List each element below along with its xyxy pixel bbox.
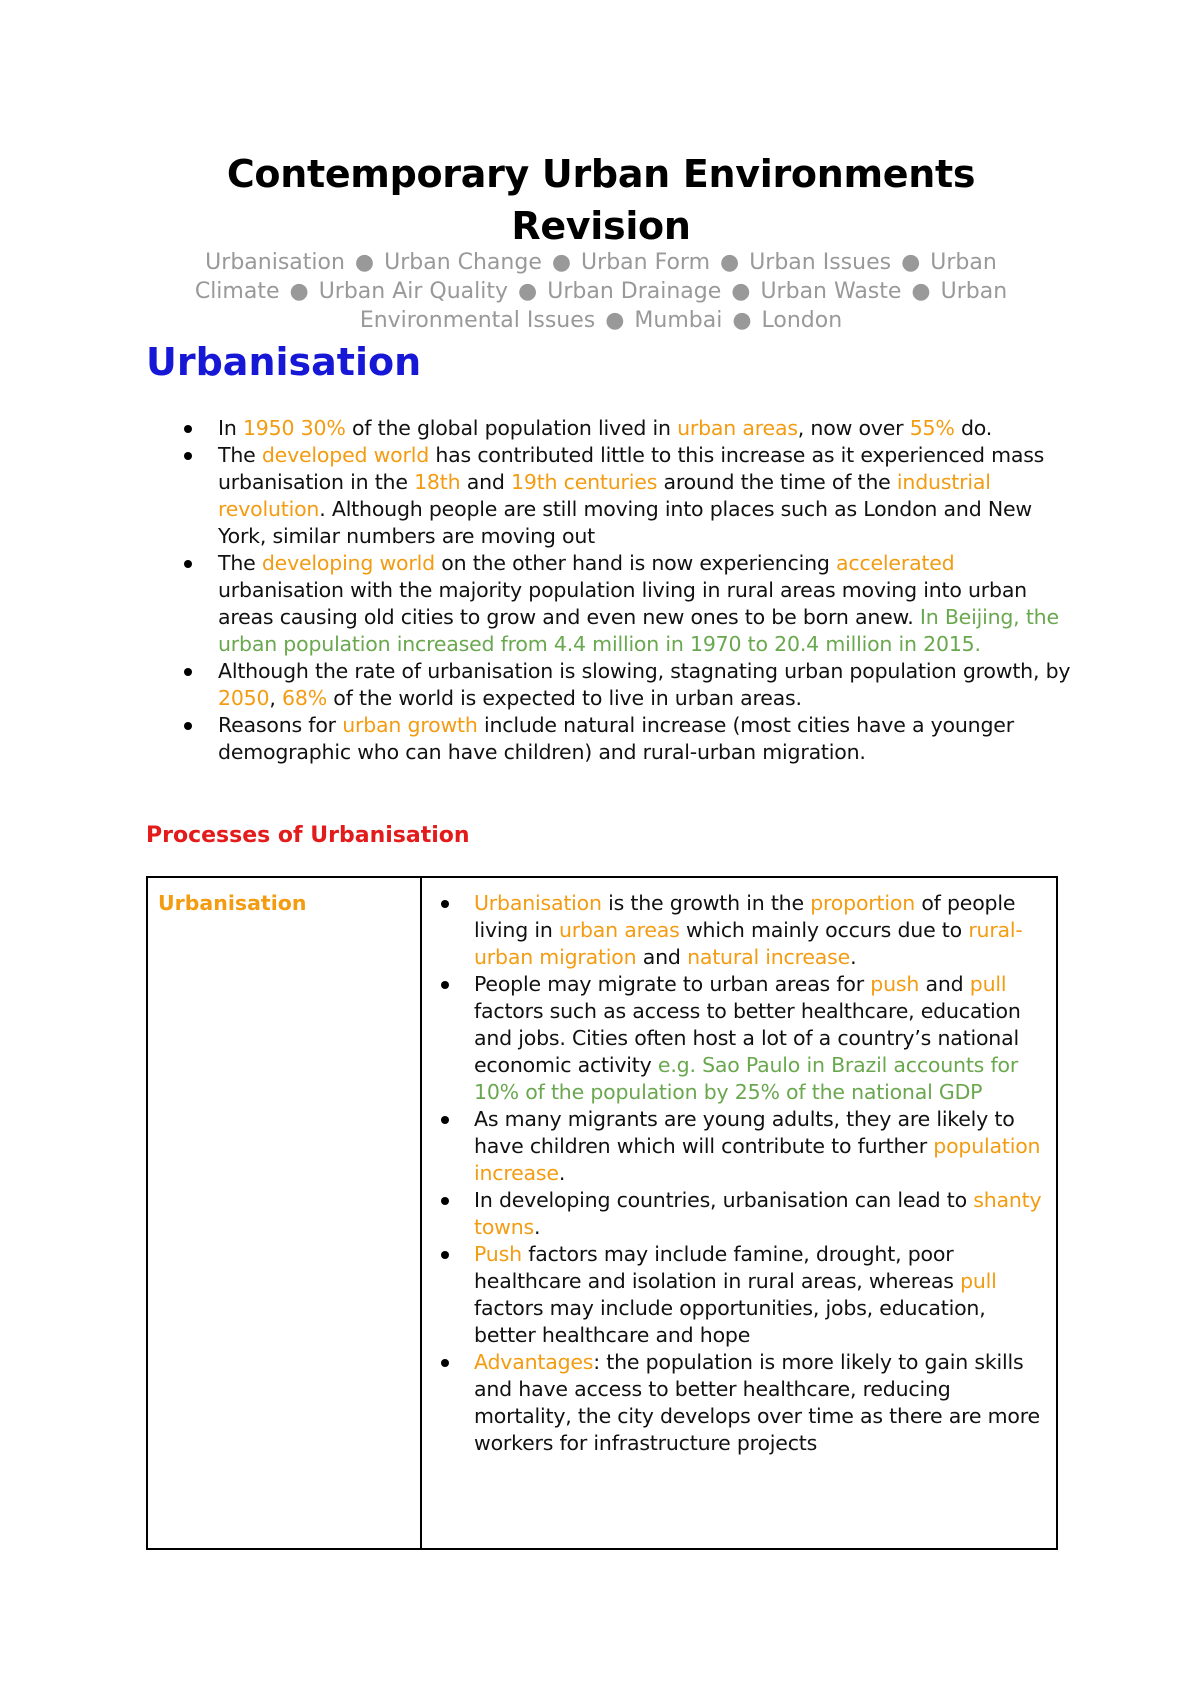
table-left-label: Urbanisation — [158, 891, 307, 915]
body-text: . — [558, 1161, 566, 1185]
key-term: pull — [969, 972, 1007, 996]
body-text: include natural increase (most cities have a younger demographic who can have children) and rural-urban migration. — [218, 713, 1014, 764]
body-text: In developing countries, urbanisation can lead to — [474, 1188, 974, 1212]
key-term: developed world — [261, 443, 430, 467]
topic-separator: ● — [598, 308, 632, 333]
body-text: urbanisation with the majority population living in rural areas moving into urban areas causing old cities to grow and even new ones to be born anew. — [218, 578, 1027, 629]
key-term: natural increase — [687, 945, 851, 969]
list-item — [434, 971, 1044, 1106]
body-text: around the time of the — [657, 470, 897, 494]
key-term: urban areas — [558, 918, 680, 942]
body-text: , — [269, 686, 283, 710]
table-right-bullet-list — [434, 890, 1044, 1457]
topic-item: Urban Air Quality — [318, 279, 509, 304]
body-text: of the global population lived in — [345, 416, 678, 440]
body-text: factors may include famine, drought, poor healthcare and isolation in rural areas, whereas — [474, 1242, 961, 1293]
body-text: of the world is expected to live in urban areas. — [326, 686, 802, 710]
body-text: factors such as access to better healthcare, education and jobs. Cities often host a lot of a country’s national economic activity — [474, 999, 1021, 1077]
list-item — [146, 658, 1076, 712]
topic-item: London — [761, 308, 843, 333]
body-text: . Although people are still moving into places such as London and New York, similar numbers are moving out — [218, 497, 1032, 548]
topic-item: Urban Form — [581, 250, 710, 275]
key-term: 18th — [414, 470, 461, 494]
key-term: accelerated — [836, 551, 955, 575]
list-item — [146, 550, 1076, 658]
topic-item: Urban Issues — [749, 250, 892, 275]
key-term: 68% — [282, 686, 327, 710]
body-text: do. — [954, 416, 993, 440]
topic-separator: ● — [282, 279, 316, 304]
example-text: e.g. Sao Paulo in Brazil accounts for 10% of the population by 25% of the national GDP — [474, 1053, 1019, 1104]
body-text: factors may include opportunities, jobs, education, better healthcare and hope — [474, 1296, 986, 1347]
urbanisation-bullet-list — [146, 415, 1076, 766]
body-text: and — [919, 972, 970, 996]
topic-item: Mumbai — [634, 308, 723, 333]
topic-separator: ● — [724, 279, 758, 304]
body-text: . — [534, 1215, 541, 1239]
topic-item: Urban Environmental Issues — [359, 279, 1008, 333]
topic-separator: ● — [725, 308, 759, 333]
topic-item: Urban Change — [384, 250, 542, 275]
body-text: is the growth in the — [601, 891, 811, 915]
list-item — [434, 1187, 1044, 1241]
list-item — [434, 1241, 1044, 1349]
key-term: Push — [474, 1242, 522, 1266]
body-text: The — [218, 443, 262, 467]
topic-separator: ● — [713, 250, 747, 275]
topic-separator: ● — [544, 250, 579, 275]
list-item — [146, 442, 1076, 550]
body-text: In — [218, 416, 243, 440]
key-term: 2050 — [218, 686, 270, 710]
key-term: push — [870, 972, 920, 996]
key-term: industrial revolution — [218, 470, 991, 521]
body-text: on the other hand is now experiencing — [434, 551, 837, 575]
table-column-divider — [420, 878, 422, 1548]
body-text: The — [218, 551, 262, 575]
topic-item: Urban Drainage — [547, 279, 722, 304]
topic-separator: ● — [511, 279, 545, 304]
processes-heading: Processes of Urbanisation — [146, 823, 470, 848]
title-line-2: Revision — [511, 204, 691, 248]
body-text: which mainly occurs due to — [679, 918, 969, 942]
body-text: : the population is more likely to gain skills and have access to better healthcare, reducing mortality, the city develops over time as there are more workers for infrastructure projects — [474, 1350, 1040, 1455]
section-heading-urbanisation: Urbanisation — [146, 340, 422, 384]
key-term: Advantages — [474, 1350, 594, 1374]
body-text: . — [850, 945, 857, 969]
document-title — [146, 148, 1056, 252]
body-text: People may migrate to urban areas for — [474, 972, 871, 996]
list-item — [146, 712, 1076, 766]
list-item — [146, 415, 1076, 442]
processes-table — [146, 876, 1058, 1550]
example-text: In Beijing, the urban population increased from 4.4 million in 1970 to 20.4 million in 2015. — [218, 605, 1059, 656]
key-term: shanty towns — [474, 1188, 1042, 1239]
topic-list — [170, 248, 1032, 335]
list-item — [434, 1106, 1044, 1187]
key-term: 1950 30% — [242, 416, 346, 440]
key-term: pull — [960, 1269, 997, 1293]
body-text: and — [636, 945, 688, 969]
key-term: rural-urban migration — [474, 918, 1023, 969]
key-term: urban growth — [342, 713, 478, 737]
topic-separator: ● — [347, 250, 382, 275]
body-text: , now over — [797, 416, 910, 440]
body-text: and — [460, 470, 512, 494]
topic-separator: ● — [894, 250, 928, 275]
topic-separator: ● — [904, 279, 938, 304]
topic-item: Urbanisation — [205, 250, 345, 275]
list-item — [434, 1349, 1044, 1457]
body-text: Although the rate of urbanisation is slowing, stagnating urban population growth, by — [218, 659, 1071, 683]
list-item — [434, 890, 1044, 971]
key-term: urban areas — [677, 416, 798, 440]
key-term: Urbanisation — [474, 891, 602, 915]
body-text: of people living in — [474, 891, 1016, 942]
key-term: 55% — [909, 416, 955, 440]
topic-item: Urban Climate — [194, 250, 997, 304]
topic-item: Urban Waste — [760, 279, 902, 304]
body-text: has contributed little to this increase as it experienced mass urbanisation in the — [218, 443, 1045, 494]
body-text: As many migrants are young adults, they are likely to have children which will contribute to further — [474, 1107, 1015, 1158]
key-term: population increase — [474, 1134, 1041, 1185]
body-text: Reasons for — [218, 713, 343, 737]
key-term: developing world — [261, 551, 435, 575]
key-term: 19th centuries — [511, 470, 658, 494]
title-line-1: Contemporary Urban Environments — [226, 152, 976, 196]
key-term: proportion — [810, 891, 915, 915]
